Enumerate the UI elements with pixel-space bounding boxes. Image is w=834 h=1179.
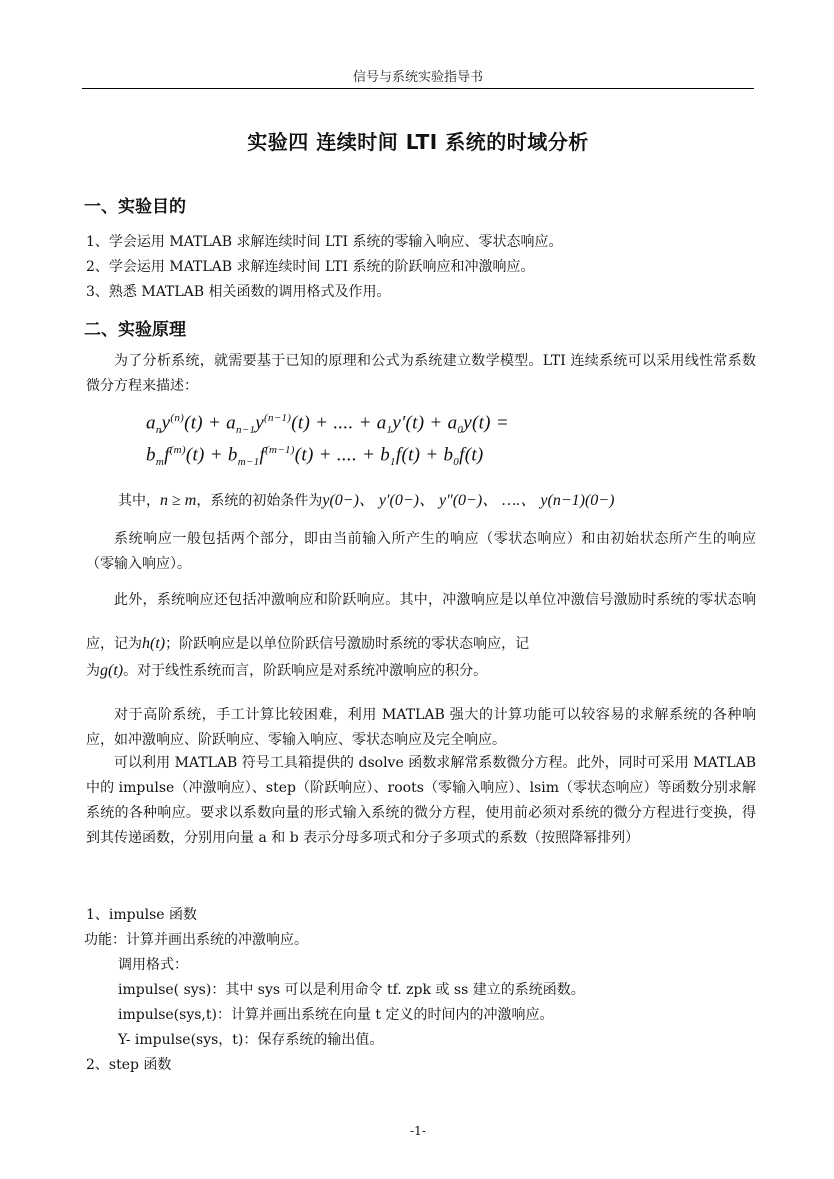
objective-item-2: 2、学会运用 MATLAB 求解连续时间 LTI 系统的阶跃响应和冲激响应。 — [86, 259, 535, 275]
impulse-symbol: h(t) — [142, 635, 166, 652]
impulse-function: 功能：计算并画出系统的冲激响应。 — [84, 932, 308, 948]
page-title: 实验四 连续时间 LTI 系统的时域分析 — [247, 130, 589, 154]
step-symbol: g(t) — [100, 662, 124, 679]
order-condition: n ≥ m — [160, 492, 197, 509]
intro-paragraph: 为了分析系统，就需要基于已知的原理和公式为系统建立数学模型。LTI 连续系统可以采用线性常系数微分方程来描述： — [86, 353, 756, 394]
running-header: 信号与系统实验指导书 — [352, 70, 483, 85]
initial-conditions: y(0−)、 y′(0−)、 y″(0−)、 ….、 y(n−1)(0−) — [322, 492, 615, 509]
where-prefix: 其中， — [118, 493, 160, 509]
objective-item-3: 3、熟悉 MATLAB 相关函数的调用格式及作用。 — [86, 284, 391, 300]
differential-equation-lhs: $a_ny^{(n)}(t) + a_{n-1}y^{(n-1)}(t)$ + .... + $a_1y'(t) + a_0y(t)$ = — [146, 412, 509, 437]
differential-equation-rhs: $b_mf^{(m)}(t) + b_{m-1}f^{(m-1)}(t)$ + .... + $b_1f(t) + b_0f(t)$ — [146, 444, 484, 469]
page-number: -1- — [410, 1124, 426, 1138]
impulse-usage: 调用格式： — [118, 957, 188, 973]
step-heading: 2、step 函数 — [86, 1057, 172, 1073]
toolbox-paragraph: 可以利用 MATLAB 符号工具箱提供的 dsolve 函数求解常系数微分方程。此外，同时可采用 MATLAB 中的 impulse（冲激响应）、step（阶跃响应）、roots（零输入响应）、lsim（零状态响应）等函数分别求解系统的各种响应。要求以系数向量的形式输入系统的微分方程，使用前必须对系统的微分方程进行变换，得到其传递函数，分别用向量 a 和 b 表示分母多项式和分子多项式的系数（按照降幂排列） — [86, 755, 756, 846]
objective-item-1: 1、学会运用 MATLAB 求解连续时间 LTI 系统的零输入响应、零状态响应。 — [86, 234, 563, 250]
impulse-usage-line-2: impulse(sys,t)：计算并画出系统在向量 t 定义的时间内的冲激响应。 — [118, 1007, 554, 1023]
initial-conditions-line — [118, 487, 614, 510]
impulse-step-paragraph: 此外，系统响应还包括冲激响应和阶跃响应。其中，冲激响应是以单位冲激信号激励时系统的零状态响应，记为h(t)；阶跃响应是以单位阶跃信号激励时系统的零状态响应，记 — [86, 592, 756, 652]
impulse-heading: 1、impulse 函数 — [86, 907, 198, 923]
header-rule — [82, 88, 754, 89]
section-heading-objectives: 一、实验目的 — [84, 197, 186, 217]
impulse-usage-line-3: Y- impulse(sys，t)：保存系统的输出值。 — [118, 1032, 384, 1048]
response-paragraph: 系统响应一般包括两个部分，即由当前输入所产生的响应（零状态响应）和由初始状态所产生的响应（零输入响应）。 — [86, 531, 756, 572]
where-mid: ，系统的初始条件为 — [196, 493, 323, 509]
step-response-line: 为g(t)。对于线性系统而言，阶跃响应是对系统冲激响应的积分。 — [86, 662, 488, 679]
matlab-paragraph: 对于高阶系统，手工计算比较困难，利用 MATLAB 强大的计算功能可以较容易的求解系统的各种响应，如冲激响应、阶跃响应、零输入响应、零状态响应及完全响应。 — [86, 707, 756, 748]
section-heading-principles: 二、实验原理 — [84, 320, 186, 340]
impulse-usage-line-1: impulse( sys)：其中 sys 可以是利用命令 tf. zpk 或 ss 建立的系统函数。 — [118, 982, 585, 998]
